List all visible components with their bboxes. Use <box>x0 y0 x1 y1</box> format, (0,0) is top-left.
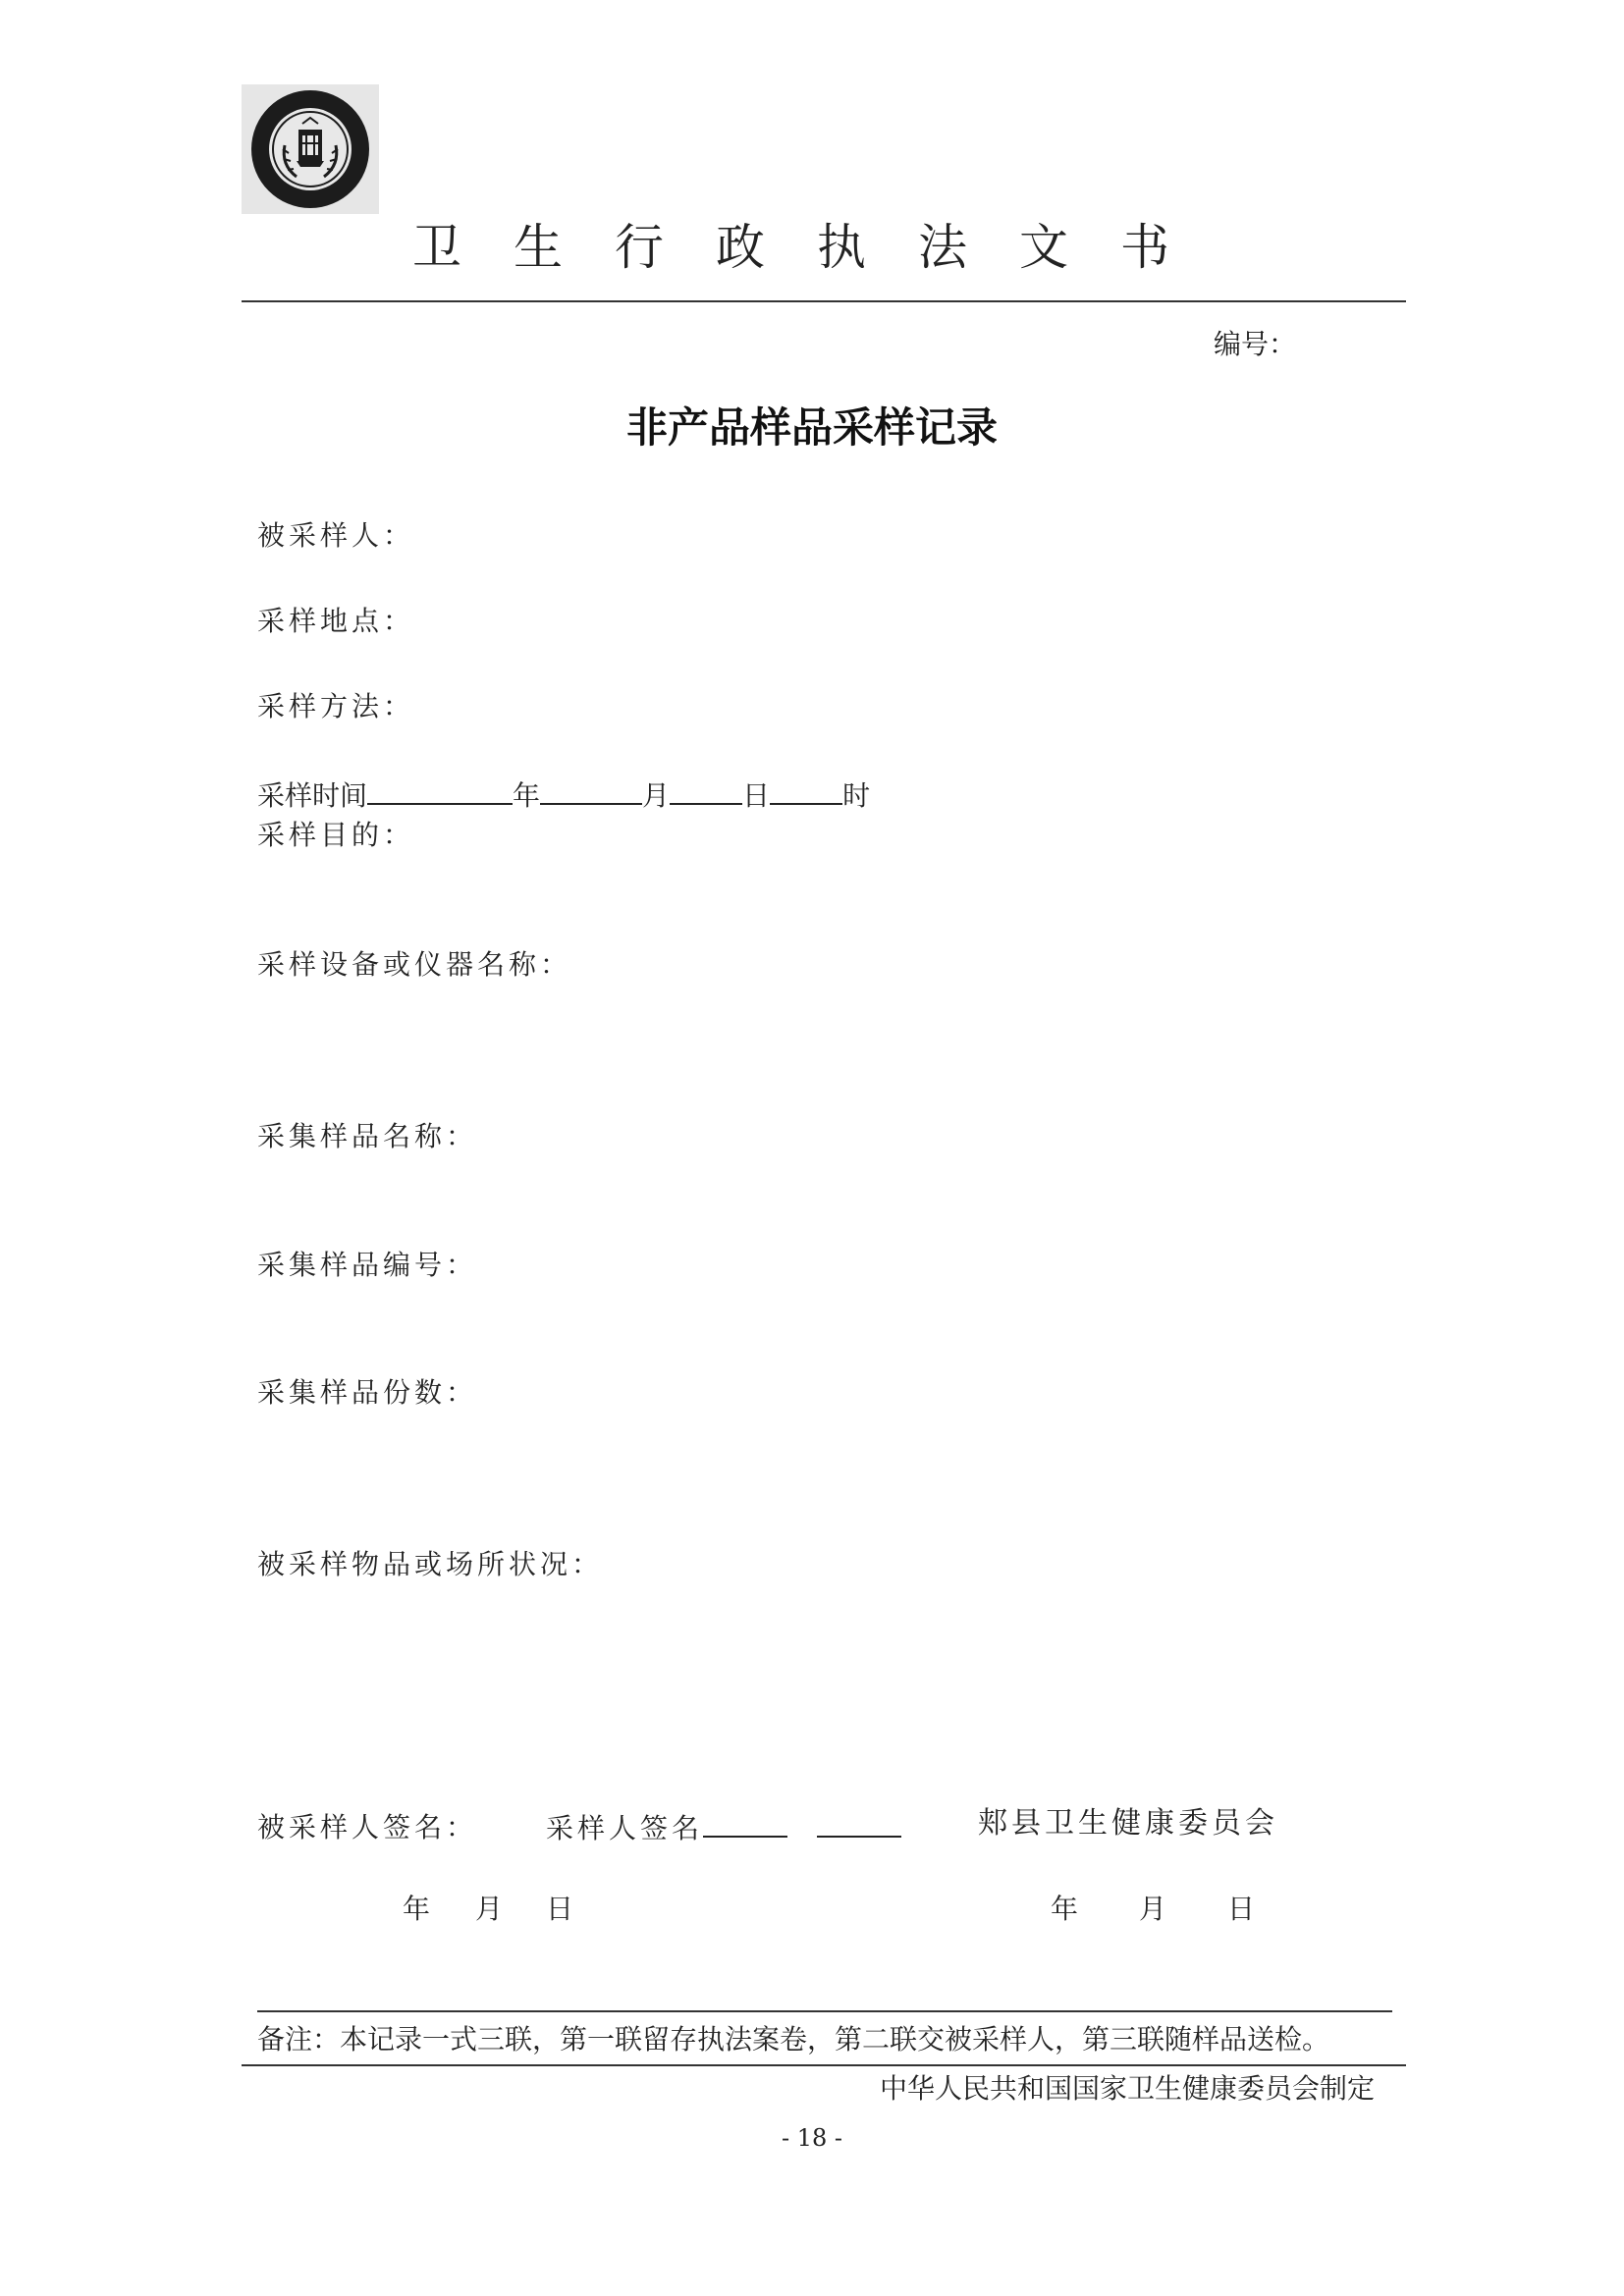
month-unit: 月 <box>642 779 671 812</box>
hour-unit: 时 <box>842 779 871 812</box>
field-sample-copies: 采集样品份数： <box>257 1376 478 1409</box>
sampler-signature-blank-1[interactable] <box>703 1808 787 1838</box>
field-sampling-purpose: 采样目的： <box>257 819 415 851</box>
field-sampled-party: 被采样人： <box>257 519 415 552</box>
sampled-party-signature-label: 被采样人签名： <box>257 1811 478 1843</box>
date-left-month: 月 <box>475 1893 504 1925</box>
field-sampling-time <box>257 775 870 814</box>
date-right-month: 月 <box>1139 1893 1167 1925</box>
footer-divider-bottom <box>242 2064 1406 2066</box>
field-equipment-name: 采样设备或仪器名称： <box>257 948 572 981</box>
year-unit: 年 <box>513 779 541 812</box>
field-sample-number: 采集样品编号： <box>257 1249 478 1281</box>
sampler-signature-field <box>546 1808 901 1848</box>
date-right-day: 日 <box>1227 1893 1256 1925</box>
page-number: - 18 - <box>781 2124 842 2152</box>
sampling-day-blank[interactable] <box>670 775 742 805</box>
field-sample-name: 采集样品名称： <box>257 1120 478 1152</box>
document-series-title: 卫生行政执法文书 <box>412 219 1221 276</box>
sampling-month-blank[interactable] <box>540 775 642 805</box>
emblem-logo <box>242 84 379 214</box>
date-left-year: 年 <box>403 1893 431 1925</box>
field-sampling-method: 采样方法： <box>257 690 415 722</box>
field-sampling-location: 采样地点： <box>257 605 415 637</box>
sampler-signature-label: 采样人签名 <box>546 1812 704 1844</box>
sampler-signature-blank-2[interactable] <box>817 1808 901 1838</box>
sampling-hour-blank[interactable] <box>770 775 842 805</box>
date-right-year: 年 <box>1051 1893 1079 1925</box>
form-title: 非产品样品采样记录 <box>625 403 998 452</box>
footer-divider-top <box>257 2010 1392 2012</box>
footer-issuer: 中华人民共和国国家卫生健康委员会制定 <box>880 2072 1376 2105</box>
sampling-time-label: 采样时间 <box>257 779 368 812</box>
document-number-label: 编号： <box>1214 328 1297 360</box>
date-left-day: 日 <box>546 1893 574 1925</box>
header-divider <box>242 300 1406 302</box>
field-site-condition: 被采样物品或场所状况： <box>257 1548 604 1580</box>
footer-note: 备注：本记录一式三联，第一联留存执法案卷，第二联交被采样人，第三联随样品送检。 <box>257 2023 1330 2056</box>
sampling-year-blank[interactable] <box>367 775 513 805</box>
day-unit: 日 <box>742 779 771 812</box>
issuing-authority: 郏县卫生健康委员会 <box>978 1806 1278 1841</box>
